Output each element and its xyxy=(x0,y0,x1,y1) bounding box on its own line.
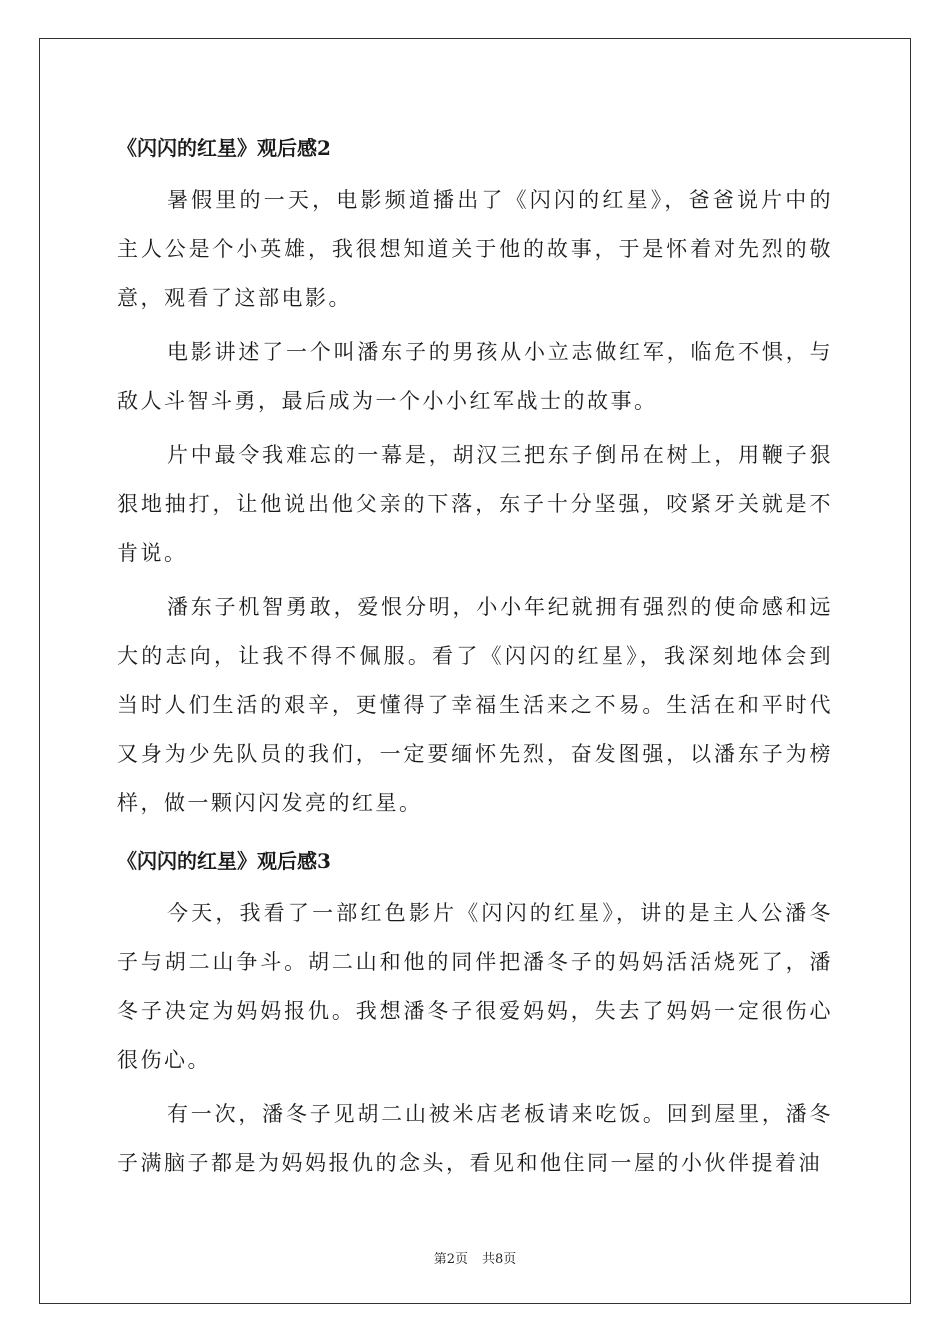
page-footer xyxy=(0,1248,950,1267)
paragraph: 潘东子机智勇敢，爱恨分明，小小年纪就拥有强烈的使命感和远大的志向，让我不得不佩服。看了《闪闪的红星》，我深刻地体会到当时人们生活的艰辛，更懂得了幸福生活来之不易。生活在和平时代又身为少先队员的我们，一定要缅怀先烈，奋发图强，以潘东子为榜样，做一颗闪闪发亮的红星。 xyxy=(117,595,833,815)
document-body xyxy=(117,120,833,1193)
paragraph: 片中最令我难忘的一幕是，胡汉三把东子倒吊在树上，用鞭子狠狠地抽打，让他说出他父亲的下落，东子十分坚强，咬紧牙关就是不肯说。 xyxy=(117,443,833,565)
paragraph: 电影讲述了一个叫潘东子的男孩从小立志做红军，临危不惧，与敌人斗智斗勇，最后成为一个小小红军战士的故事。 xyxy=(117,340,833,413)
section-title: 《闪闪的红星》观后感3 xyxy=(117,849,331,873)
section-title: 《闪闪的红星》观后感2 xyxy=(117,136,331,160)
paragraph: 今天，我看了一部红色影片《闪闪的红星》，讲的是主人公潘冬子与胡二山争斗。胡二山和他的同伴把潘冬子的妈妈活活烧死了，潘冬子决定为妈妈报仇。我想潘冬子很爱妈妈，失去了妈妈一定很伤心很伤心。 xyxy=(117,901,833,1072)
page-number: 第2页 xyxy=(433,1252,468,1267)
page-total: 共8页 xyxy=(482,1252,517,1267)
paragraph: 暑假里的一天，电影频道播出了《闪闪的红星》，爸爸说片中的主人公是个小英雄，我很想知道关于他的故事，于是怀着对先烈的敬意，观看了这部电影。 xyxy=(117,188,833,310)
paragraph: 有一次，潘冬子见胡二山被米店老板请来吃饭。回到屋里，潘冬子满脑子都是为妈妈报仇的念头，看见和他住同一屋的小伙伴提着油 xyxy=(117,1102,833,1175)
